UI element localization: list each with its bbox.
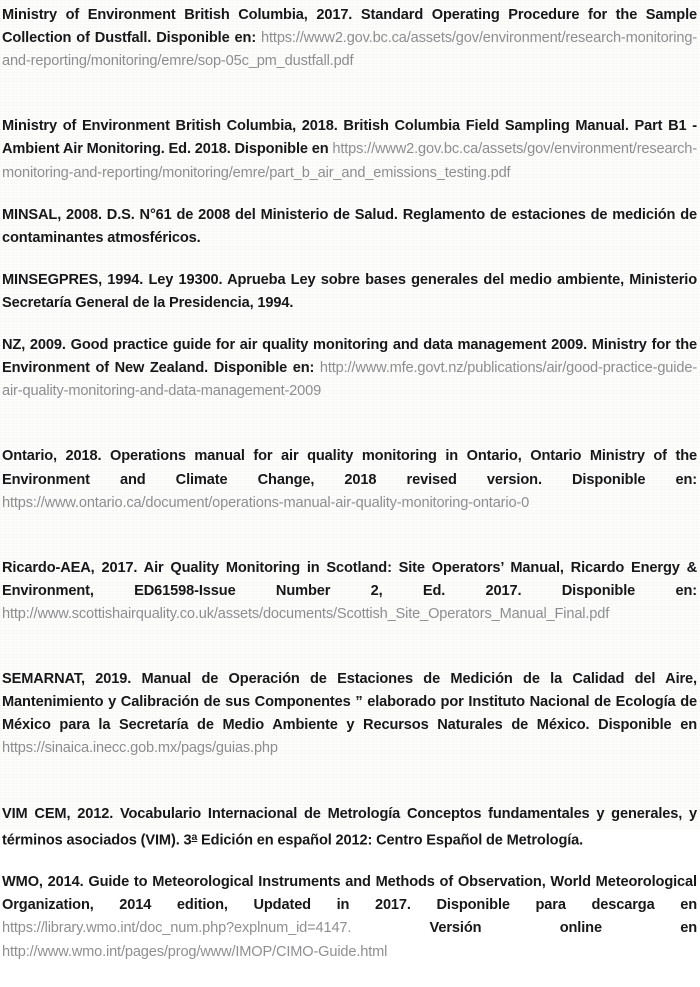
reference-entry-ministry-bc-2018 (2, 115, 697, 184)
reference-entry-vim-cem-2012 (2, 803, 697, 853)
reference-url[interactable]: https://sinaica.inecc.gob.mx/pags/guias.php (2, 740, 278, 757)
reference-entry-nz-2009 (2, 334, 697, 426)
reference-body-text: Ricardo-AEA, 2017. Air Quality Monitoring in Scotland: Site Operators’ Manual, Ricardo Energy & Environment, ED61598-Issue Number 2, Ed. 2017. Disponible en: (2, 559, 697, 599)
reference-entry-minsal-2008 (2, 204, 697, 250)
reference-body-text: MINSEGPRES, 1994. Ley 19300. Aprueba Ley sobre bases generales del medio ambiente, Ministerio Secretaría General de la Presidencia, 1994. (2, 271, 697, 311)
reference-url[interactable]: https://www.ontario.ca/document/operations-manual-air-quality-monitoring-ontario-0 (2, 494, 530, 511)
ordinal-indicator: a (191, 830, 198, 843)
reference-url[interactable]: http://www.scottishairquality.co.uk/assets/documents/Scottish_Site_Operators_Manual_Final.pdf (2, 605, 610, 622)
reference-body-text: VIM CEM, 2012. Vocabulario Internacional de Metrología Conceptos fundamentales y generales, y términos asociados (VIM). 3 (2, 805, 697, 849)
reference-entry-wmo-2014 (2, 871, 697, 986)
reference-entry-semarnat-2019 (2, 668, 697, 783)
reference-url-secondary[interactable]: http://www.wmo.int/pages/prog/www/IMOP/CIMO-Guide.html (2, 943, 388, 960)
reference-url[interactable]: https://www2.gov.bc.ca/assets/gov/environment/research-monitoring-and-reporting/monitoring/emre/part_b_air_and_emissions_testing.pdf (2, 141, 697, 181)
reference-entry-ontario-2018 (2, 445, 697, 537)
reference-body-text: MINSAL, 2008. D.S. N°61 de 2008 del Ministerio de Salud. Reglamento de estaciones de medición de contaminantes atmosféricos. (2, 206, 697, 246)
reference-url[interactable]: https://library.wmo.int/doc_num.php?explnum_id=4147. (2, 920, 352, 937)
reference-body-text-continued: Versión online en (351, 920, 697, 937)
reference-entry-ricardo-aea-2017 (2, 557, 697, 649)
reference-body-text: WMO, 2014. Guide to Meteorological Instruments and Methods of Observation, World Meteorological Organization, 2014 edition, Updated in 2017. Disponible para descarga en (2, 874, 697, 914)
reference-body-text: NZ, 2009. Good practice guide for air quality monitoring and data management 2009. Ministry for the Environment of New Zealand. Disponible en: (2, 337, 697, 377)
reference-body-text: Ontario, 2018. Operations manual for air quality monitoring in Ontario, Ontario Ministry of the Environment and Climate Change, 2018 revised version. Disponible en: (2, 448, 697, 488)
reference-body-text: Ministry of Environment British Columbia, 2018. British Columbia Field Sampling Manual. Part B1 - Ambient Air Monitoring. Ed. 2018. Disponible en (2, 118, 697, 158)
reference-entry-minsegpres-1994 (2, 269, 697, 315)
reference-url[interactable]: http://www.mfe.govt.nz/publications/air/good-practice-guide-air-quality-monitoring-and-data-management-2009 (2, 360, 697, 400)
reference-body-text: SEMARNAT, 2019. Manual de Operación de Estaciones de Medición de la Calidad del Aire, Mantenimiento y Calibración de sus Componentes ” elaborado por Instituto Nacional de Ecología de México para la Secretaría de Medio Ambiente y Recursos Naturales de México. Disponible en (2, 671, 697, 734)
reference-entry-ministry-bc-2017 (2, 4, 697, 96)
reference-body-text: Ministry of Environment British Columbia, 2017. Standard Operating Procedure for the Sample Collection of Dustfall. Disponible en: (2, 7, 697, 47)
reference-url[interactable]: https://www2.gov.bc.ca/assets/gov/environment/research-monitoring-and-reporting/monitoring/emre/sop-05c_pm_dustfall.pdf (2, 30, 697, 70)
reference-body-text-continued: Edición en español 2012: Centro Español de Metrología. (197, 832, 584, 849)
